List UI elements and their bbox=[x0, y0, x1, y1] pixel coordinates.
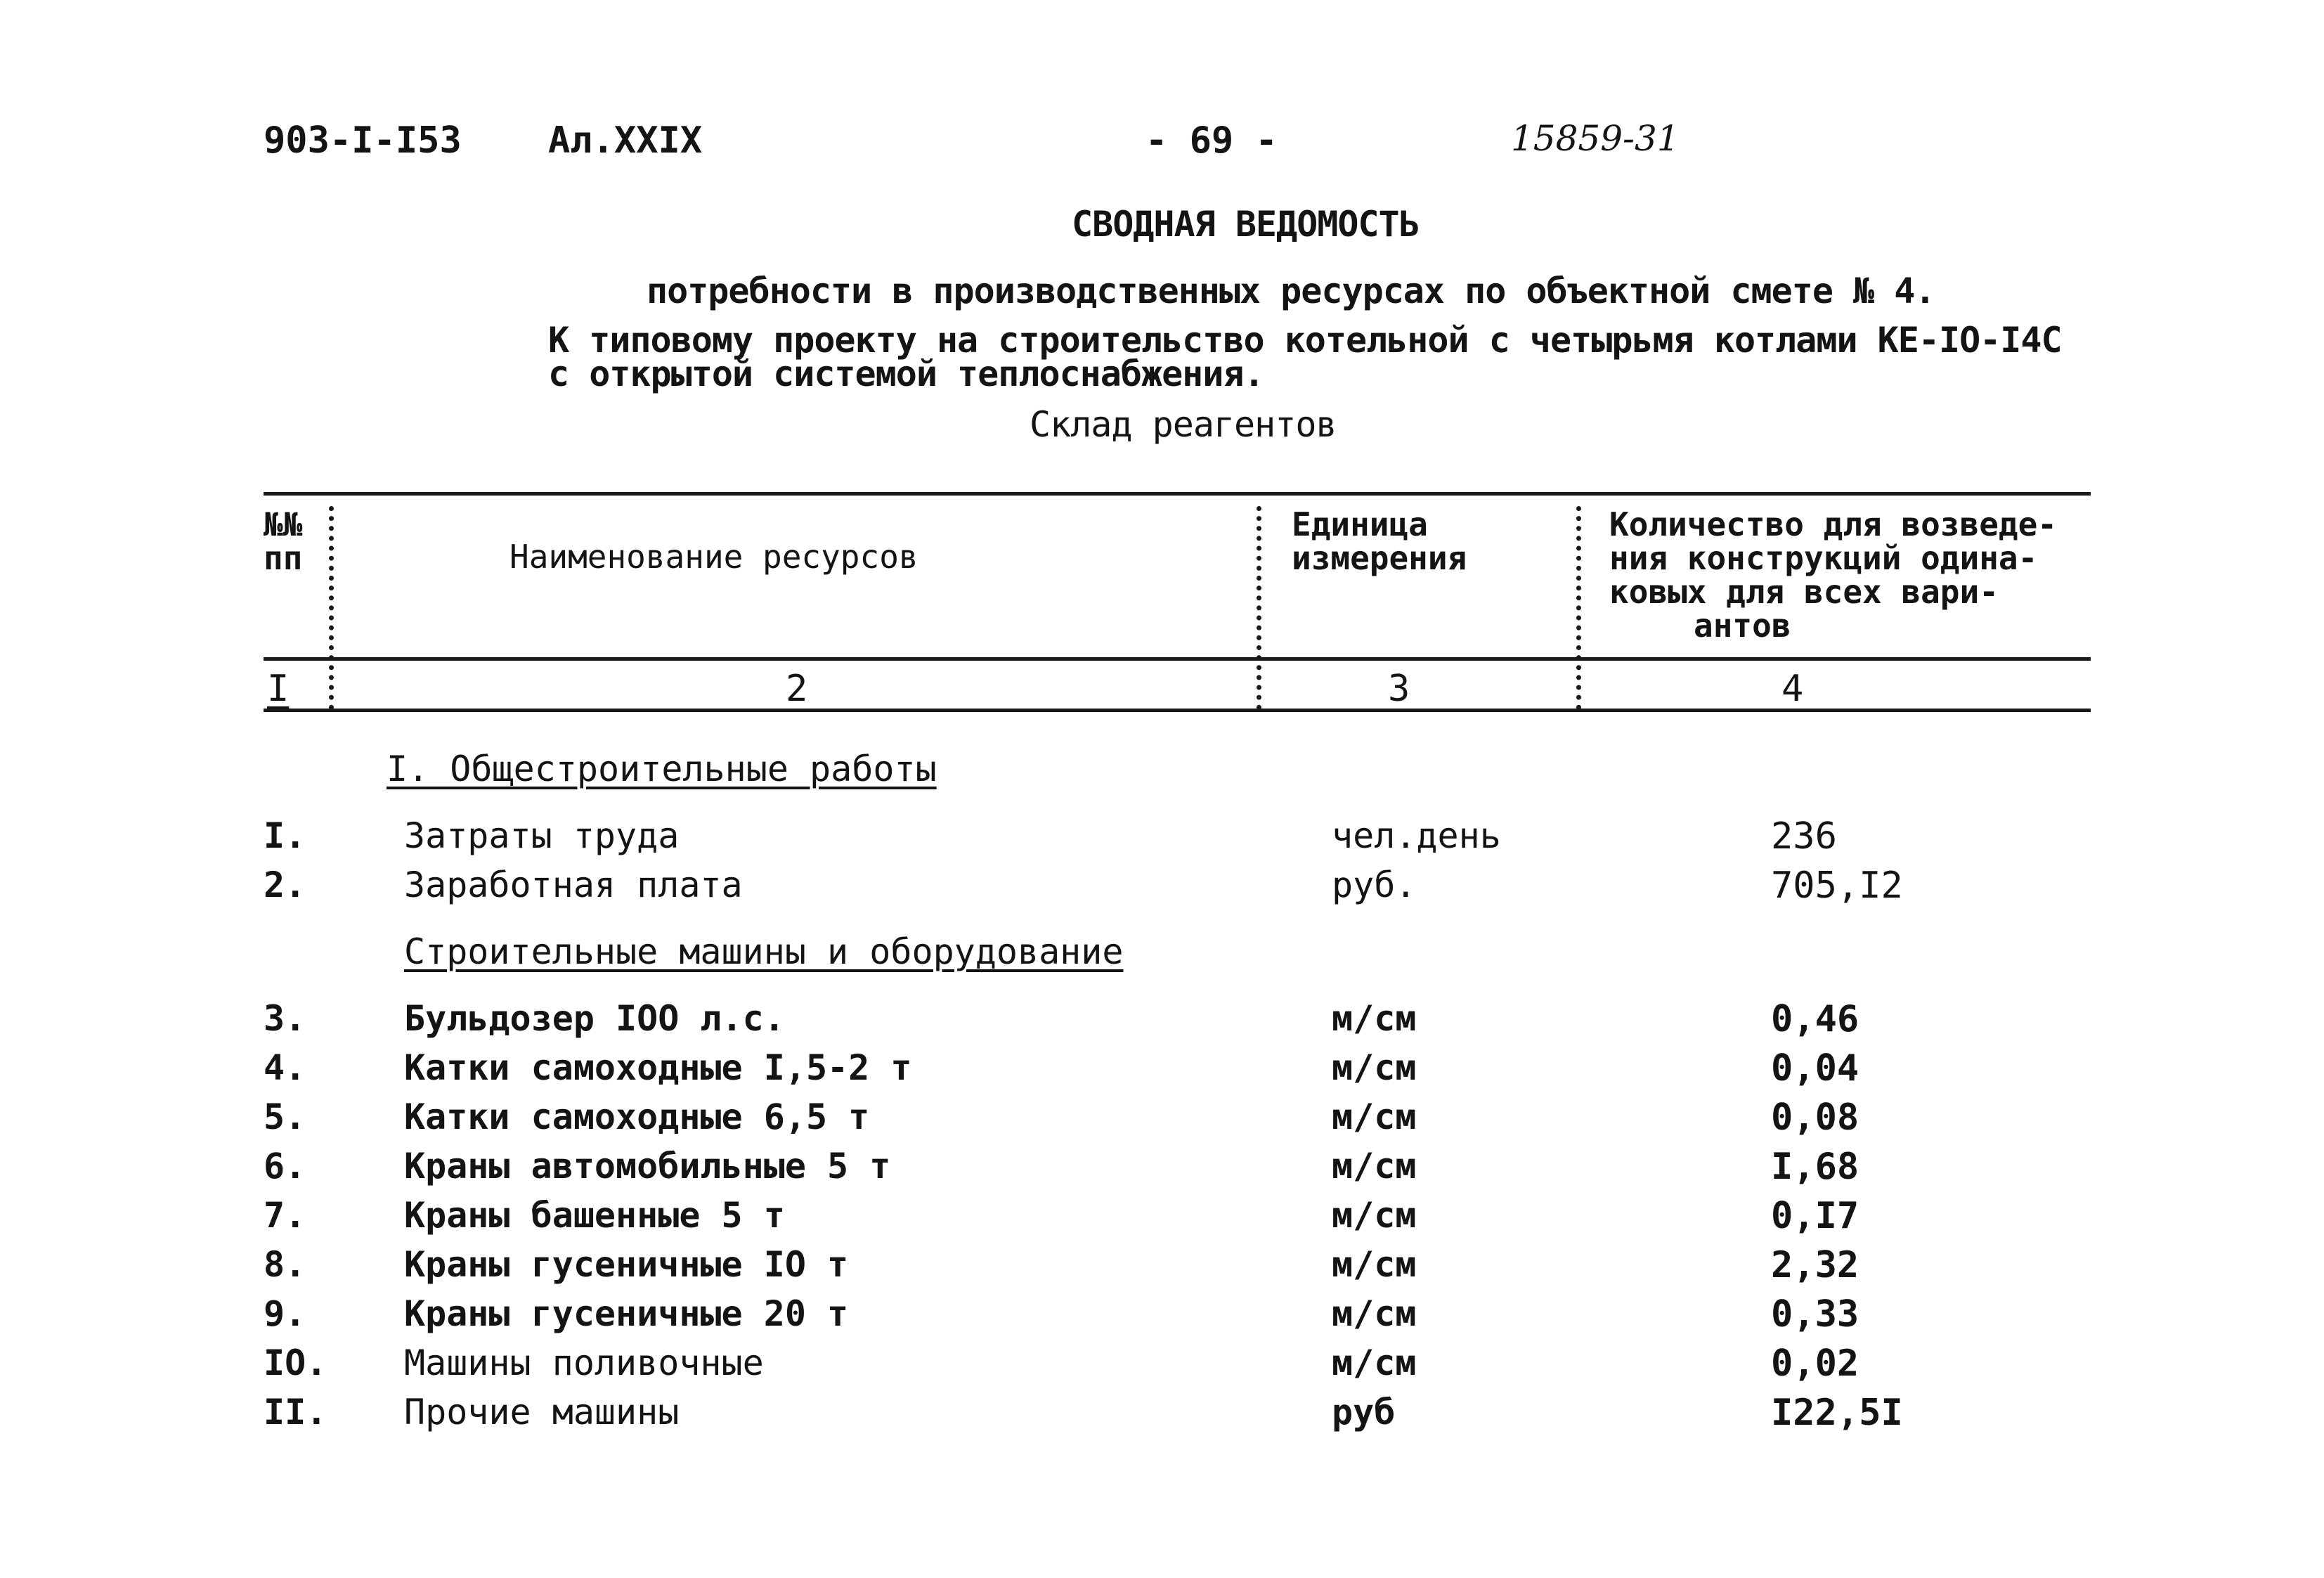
column-number-4: 4 bbox=[1781, 668, 1804, 710]
column-number-2: 2 bbox=[786, 668, 808, 710]
album-number: Ал.XXIX bbox=[548, 119, 703, 162]
row-unit: чел.день bbox=[1332, 815, 1501, 856]
header-unit-line-1: Единица bbox=[1292, 505, 1428, 543]
row-unit: руб. bbox=[1332, 865, 1417, 905]
row-number: 9. bbox=[264, 1293, 306, 1334]
row-number: IO. bbox=[264, 1343, 327, 1383]
row-number: I. bbox=[264, 815, 306, 856]
section-heading bbox=[387, 749, 937, 789]
title-line-2: К типовому проекту на строительство котельной с четырьмя котлами КЕ-IO-I4C bbox=[548, 320, 2062, 361]
row-number: 6. bbox=[264, 1146, 306, 1186]
document-code: 903-I-I53 bbox=[264, 119, 462, 162]
header-number-line-1: №№ bbox=[264, 505, 303, 543]
row-unit: м/см bbox=[1332, 1047, 1417, 1088]
row-unit: м/см bbox=[1332, 1146, 1417, 1186]
row-number: 7. bbox=[264, 1195, 306, 1236]
header-unit-line-2: измерения bbox=[1292, 539, 1467, 577]
row-quantity: 0,04 bbox=[1771, 1047, 1859, 1089]
page-number: - 69 - bbox=[1145, 119, 1278, 162]
subsection-heading: Строительные машины и оборудование bbox=[404, 931, 1124, 972]
row-quantity: I,68 bbox=[1771, 1146, 1859, 1188]
row-unit: м/см bbox=[1332, 1195, 1417, 1236]
row-name: Бульдозер IOO л.с. bbox=[404, 998, 785, 1039]
row-quantity: 236 bbox=[1771, 815, 1837, 858]
header-resource-name: Наименование ресурсов bbox=[509, 538, 918, 576]
row-unit: м/см bbox=[1332, 1343, 1417, 1383]
document-title: СВОДНАЯ ВЕДОМОСТЬ bbox=[1072, 204, 1420, 245]
table-header-rule bbox=[264, 657, 2091, 661]
column-separator-2 bbox=[1257, 506, 1261, 710]
row-quantity: 705,I2 bbox=[1771, 865, 1903, 907]
row-number: 2. bbox=[264, 865, 306, 905]
row-quantity: I22,5I bbox=[1771, 1392, 1903, 1434]
header-quantity-line-3: ковых для всех вари- bbox=[1609, 573, 1999, 611]
row-name: Машины поливочные bbox=[404, 1343, 764, 1383]
row-quantity: 0,08 bbox=[1771, 1097, 1859, 1139]
row-name: Прочие машины bbox=[404, 1392, 680, 1433]
table-column-number-rule bbox=[264, 709, 2091, 712]
header-number-line-2: пп bbox=[264, 539, 303, 577]
header-quantity-line-1: Количество для возведе- bbox=[1609, 505, 2057, 543]
column-separator-1 bbox=[329, 506, 334, 710]
row-unit: м/см bbox=[1332, 1097, 1417, 1137]
row-quantity: 0,33 bbox=[1771, 1293, 1859, 1336]
row-quantity: 0,46 bbox=[1771, 998, 1859, 1040]
row-number: 3. bbox=[264, 998, 306, 1039]
row-quantity: 0,02 bbox=[1771, 1343, 1859, 1385]
inventory-number: 15859-31 bbox=[1511, 118, 1680, 159]
row-unit: м/см bbox=[1332, 1244, 1417, 1285]
row-unit: руб bbox=[1332, 1392, 1396, 1433]
row-quantity: 2,32 bbox=[1771, 1244, 1859, 1286]
section-heading-text: I. Общестроительные работы bbox=[387, 749, 937, 789]
row-name: Затраты труда bbox=[404, 815, 680, 856]
row-name: Краны автомобильные 5 т bbox=[404, 1146, 891, 1186]
row-number: II. bbox=[264, 1392, 327, 1433]
row-name: Краны гусеничные 20 т bbox=[404, 1293, 849, 1334]
column-number-1: I bbox=[267, 668, 290, 710]
row-name: Заработная плата bbox=[404, 865, 743, 905]
title-line-1: потребности в производственных ресурсах по объектной смете № 4. bbox=[647, 271, 1935, 311]
row-number: 4. bbox=[264, 1047, 306, 1088]
row-number: 8. bbox=[264, 1244, 306, 1285]
row-name: Краны башенные 5 т bbox=[404, 1195, 785, 1236]
column-number-3: 3 bbox=[1388, 668, 1410, 710]
header-quantity-line-2: ния конструкций одина- bbox=[1609, 539, 2038, 577]
header-quantity-line-4: антов bbox=[1694, 607, 1791, 645]
row-number: 5. bbox=[264, 1097, 306, 1137]
row-unit: м/см bbox=[1332, 998, 1417, 1039]
row-name: Катки самоходные I,5-2 т bbox=[404, 1047, 912, 1088]
section-subtitle: Склад реагентов bbox=[1030, 404, 1337, 445]
column-separator-3 bbox=[1576, 506, 1581, 710]
row-name: Катки самоходные 6,5 т bbox=[404, 1097, 870, 1137]
row-name: Краны гусеничные IO т bbox=[404, 1244, 849, 1285]
row-quantity: 0,I7 bbox=[1771, 1195, 1859, 1237]
row-unit: м/см bbox=[1332, 1293, 1417, 1334]
table-top-rule bbox=[264, 492, 2091, 496]
title-line-3: с открытой системой теплоснабжения. bbox=[548, 354, 1264, 394]
